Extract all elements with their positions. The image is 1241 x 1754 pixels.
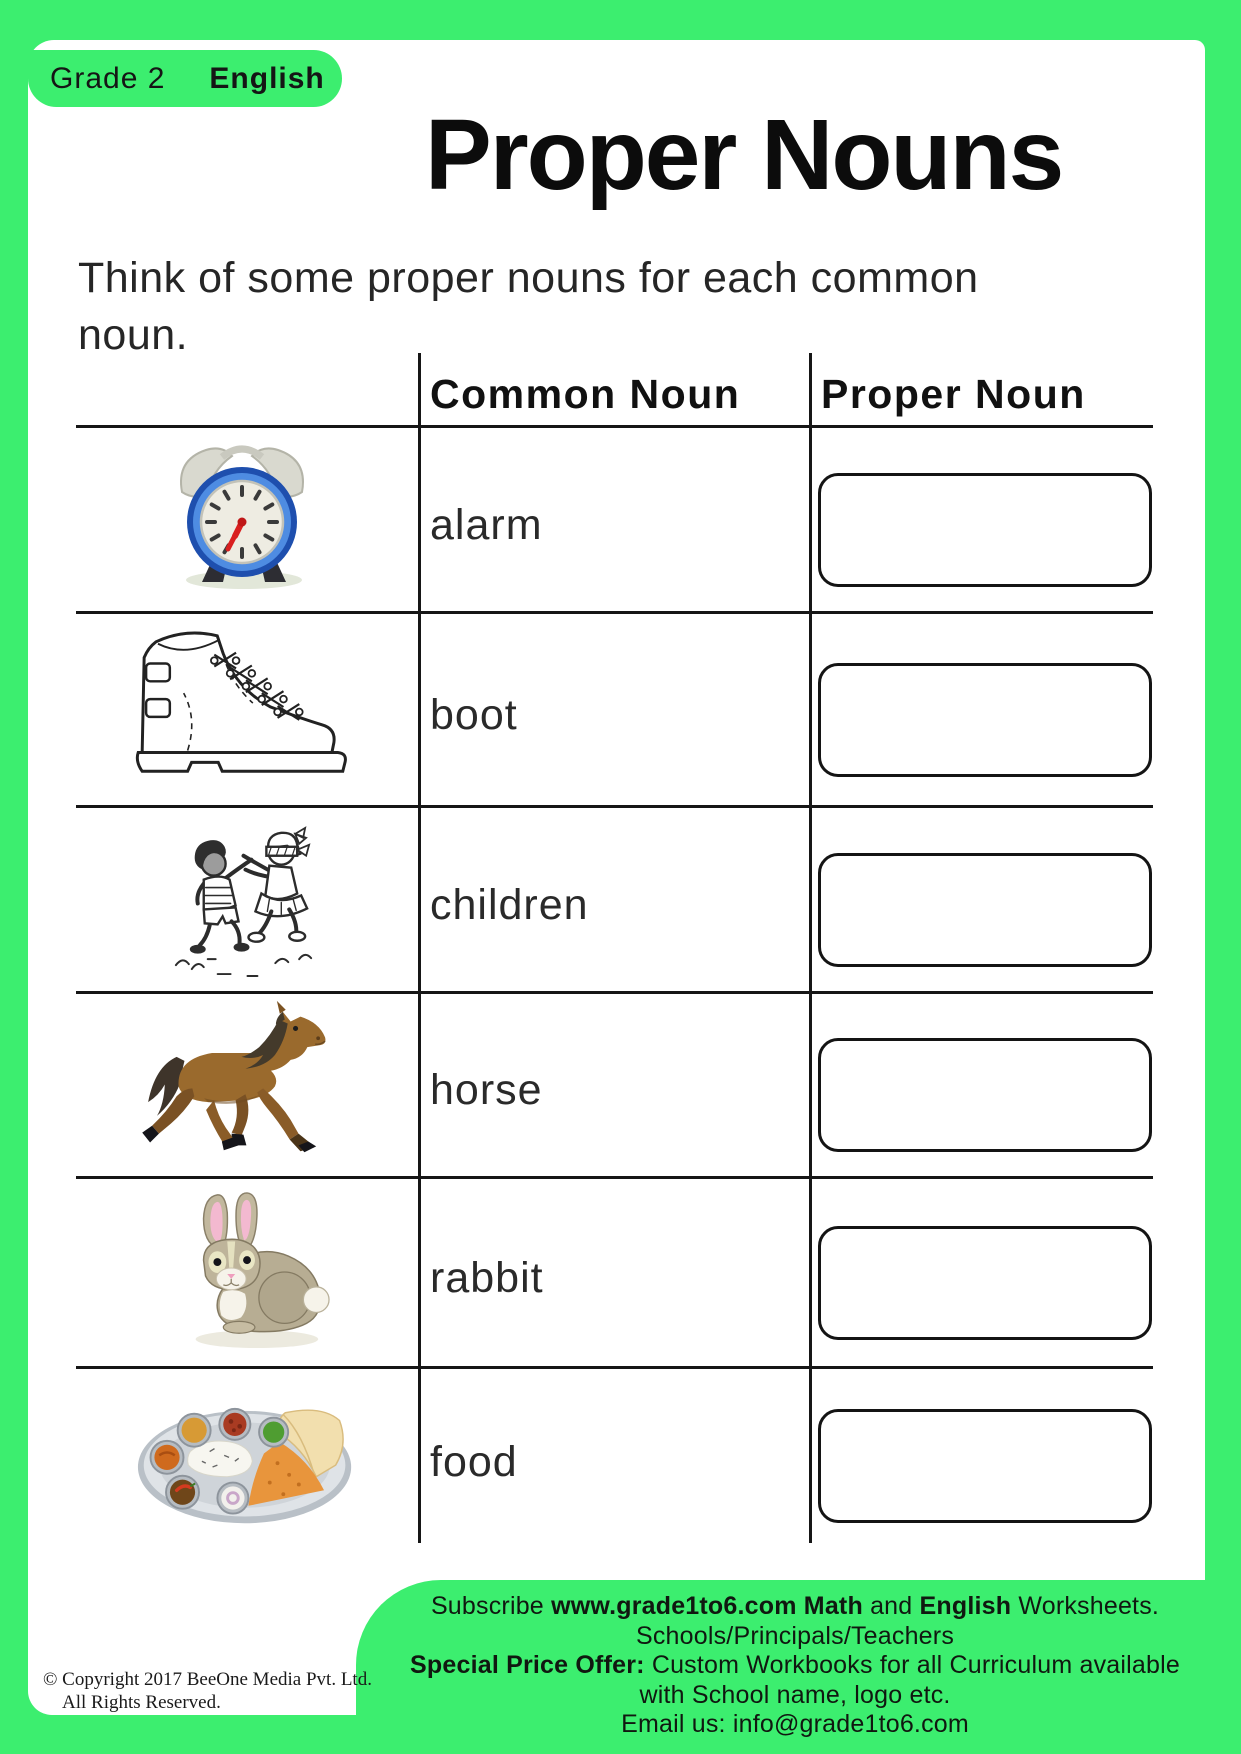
footer-line-audience: Schools/Principals/Teachers bbox=[635, 1621, 955, 1650]
horse-icon bbox=[134, 996, 348, 1168]
table-row bbox=[0, 806, 1241, 992]
instruction-text bbox=[78, 250, 1098, 364]
copyright-line-2: All Rights Reserved. bbox=[62, 1692, 221, 1713]
footer-line-custom: with School name, logo etc. bbox=[639, 1680, 951, 1709]
table-row bbox=[0, 426, 1241, 612]
footer-text bbox=[372, 1592, 1218, 1740]
grade-label: Grade 2 bbox=[50, 61, 166, 95]
copyright-line-1: © Copyright 2017 BeeOne Media Pvt. Ltd. bbox=[43, 1669, 372, 1690]
children-playing-icon bbox=[158, 810, 332, 984]
proper-noun-answer-box[interactable] bbox=[818, 473, 1152, 587]
proper-noun-answer-box[interactable] bbox=[818, 1226, 1152, 1340]
food-plate-icon bbox=[130, 1405, 362, 1531]
common-noun-word: horse bbox=[430, 1066, 543, 1114]
common-noun-word: children bbox=[430, 881, 589, 929]
common-noun-word: food bbox=[430, 1438, 518, 1486]
page-title: Proper Nouns bbox=[425, 99, 1063, 211]
common-noun-word: boot bbox=[430, 691, 518, 739]
footer-line-subscribe: Subscribe www.grade1to6.com Math and English Worksheets. bbox=[430, 1592, 1160, 1620]
footer-site-link[interactable]: www.grade1to6.com Math bbox=[551, 1592, 863, 1620]
footer-line-email[interactable]: Email us: info@grade1to6.com bbox=[621, 1710, 969, 1738]
grade-badge bbox=[28, 50, 342, 107]
table-row bbox=[0, 1367, 1241, 1543]
proper-noun-answer-box[interactable] bbox=[818, 853, 1152, 967]
proper-noun-answer-box[interactable] bbox=[818, 1409, 1152, 1523]
common-noun-word: alarm bbox=[430, 501, 543, 549]
instruction-line-1: Think of some proper nouns for each common bbox=[78, 254, 979, 302]
proper-noun-header: Proper Noun bbox=[821, 371, 1086, 417]
proper-noun-answer-box[interactable] bbox=[818, 1038, 1152, 1152]
table-row bbox=[0, 1177, 1241, 1367]
footer-line-offer: Special Price Offer: Custom Workbooks for all Curriculum available bbox=[410, 1651, 1180, 1679]
boot-icon bbox=[126, 624, 354, 792]
rabbit-icon bbox=[166, 1184, 332, 1356]
table-row bbox=[0, 612, 1241, 806]
table-row bbox=[0, 992, 1241, 1177]
subject-label: English bbox=[209, 61, 325, 95]
common-noun-word: rabbit bbox=[430, 1254, 544, 1302]
alarm-clock-icon bbox=[162, 430, 322, 590]
common-noun-header: Common Noun bbox=[430, 371, 741, 417]
proper-noun-answer-box[interactable] bbox=[818, 663, 1152, 777]
copyright-notice bbox=[43, 1668, 372, 1714]
instruction-line-2: noun. bbox=[78, 311, 189, 359]
